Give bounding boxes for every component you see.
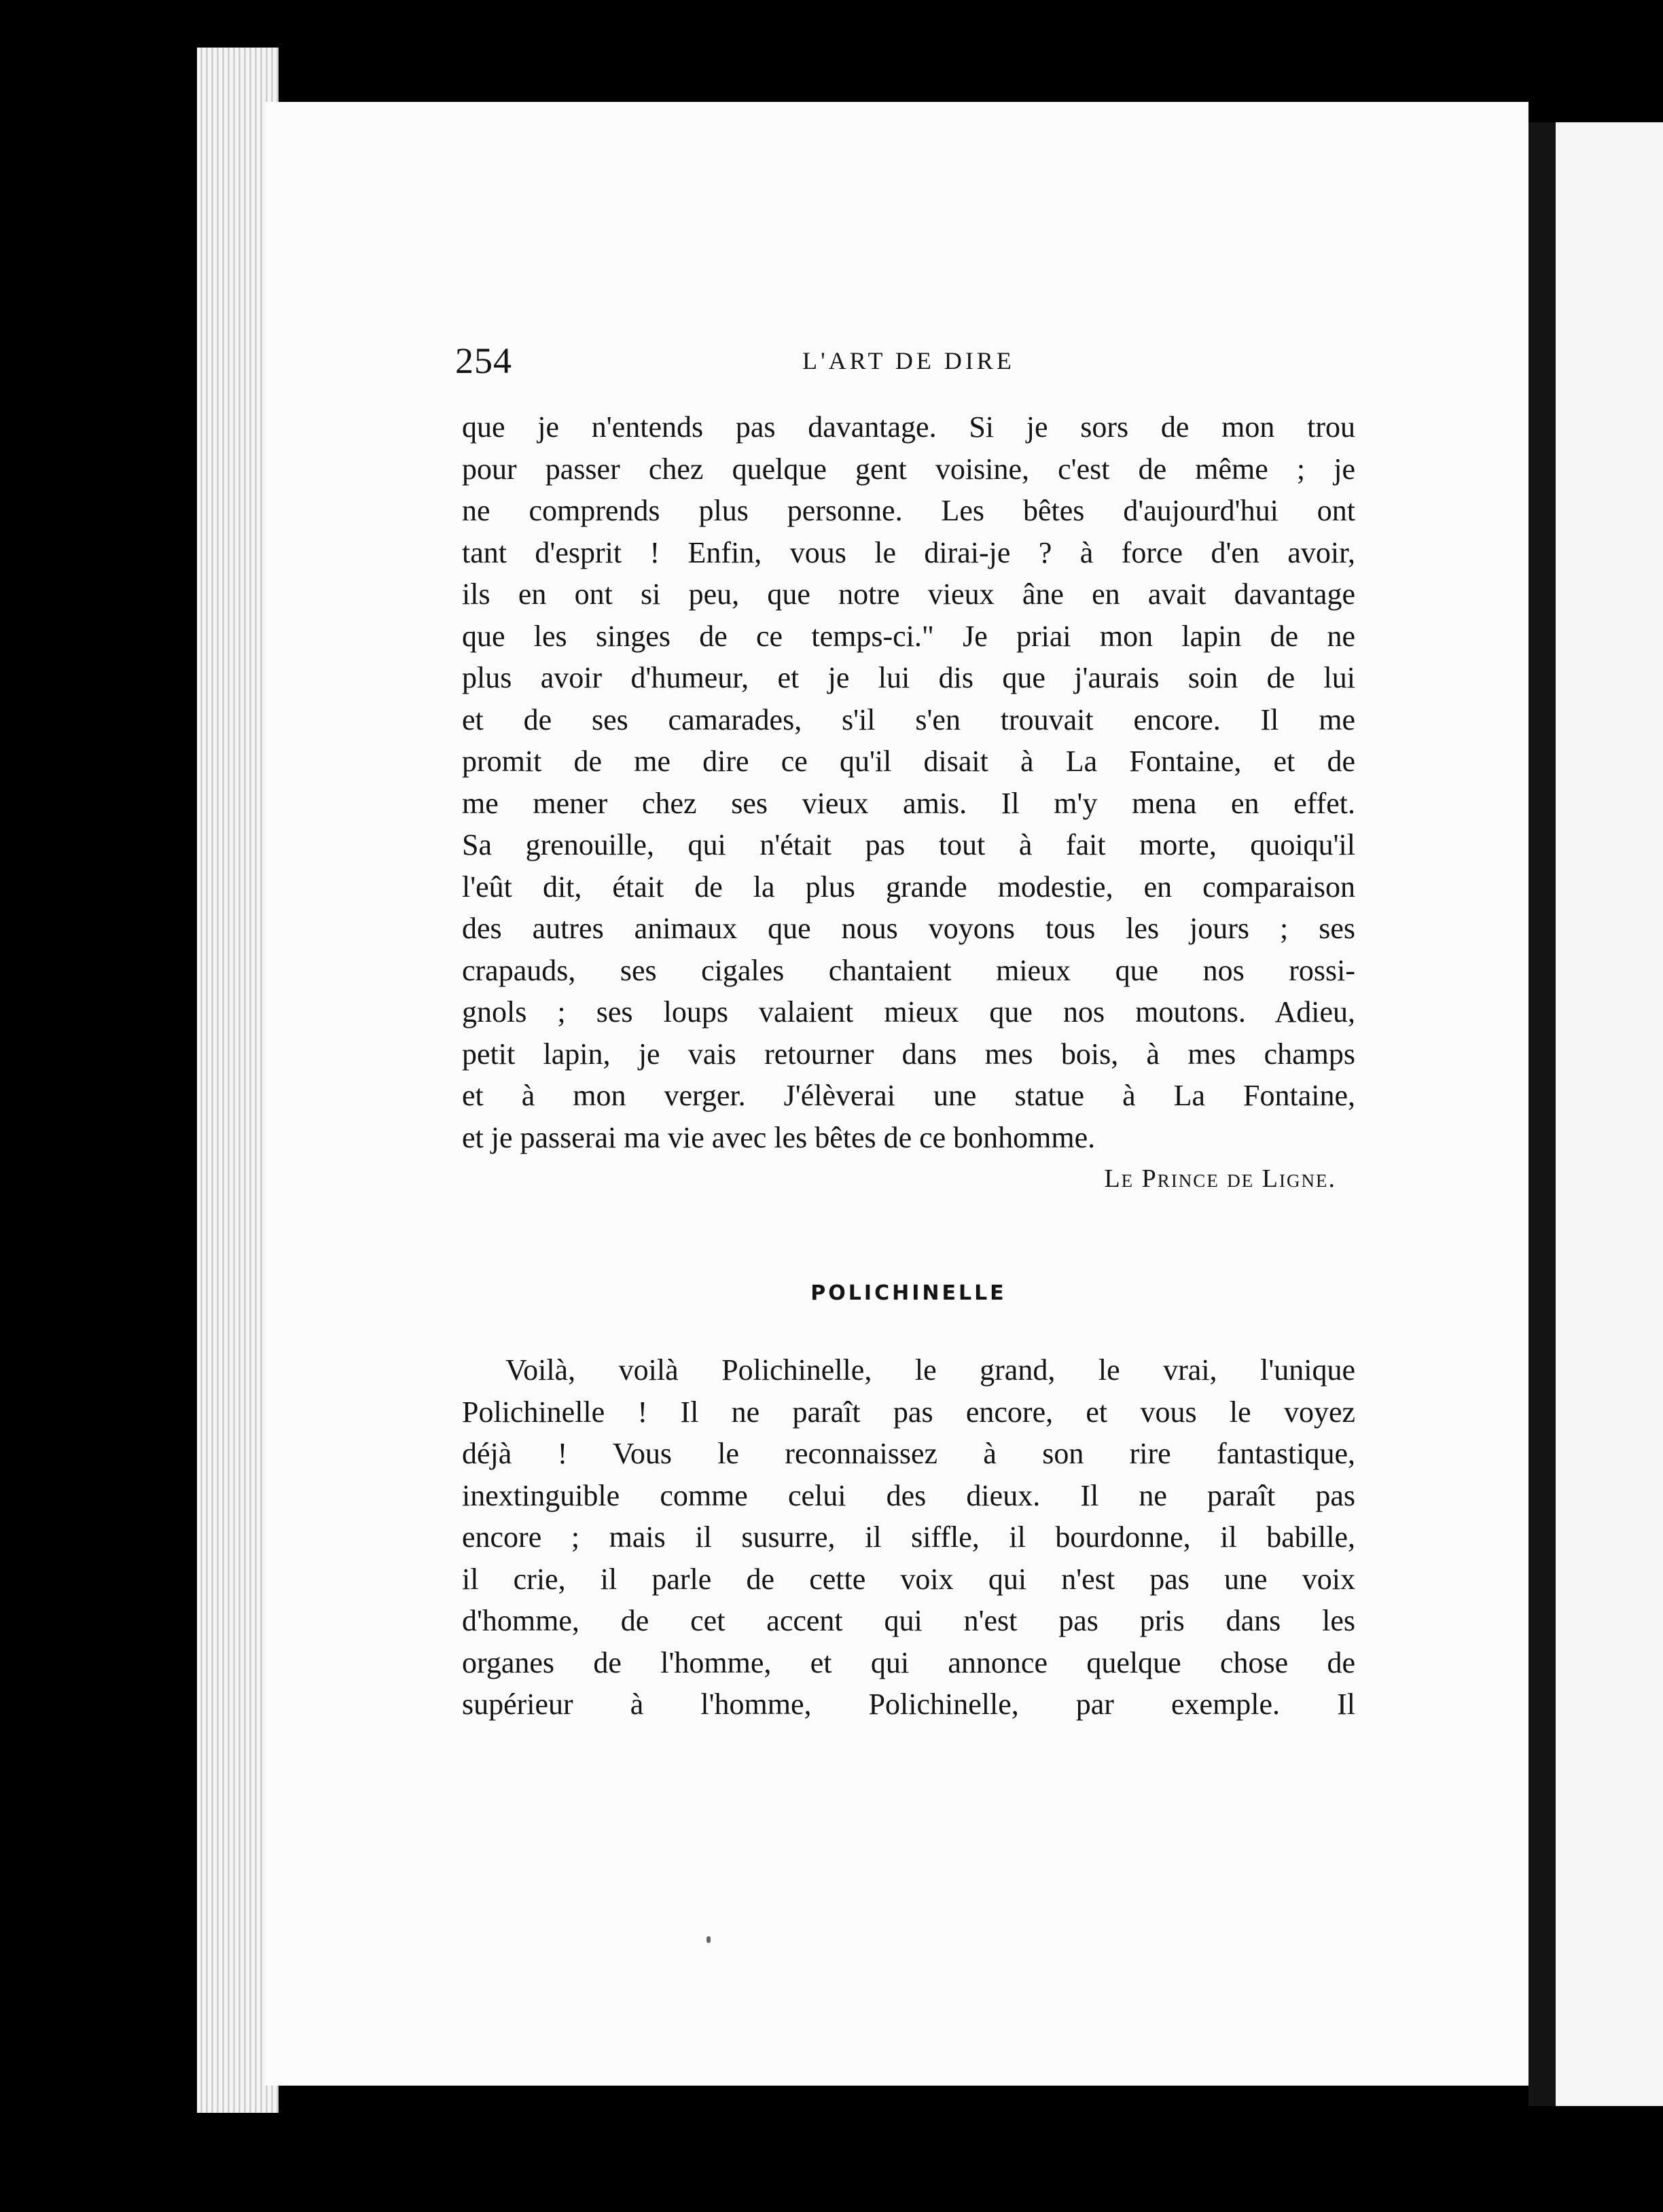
section-text — [462, 1349, 1355, 1726]
text-line: déjà ! Vous le reconnaissez à son rire fantastique, — [462, 1437, 1355, 1470]
passage-text — [462, 406, 1355, 1158]
text-line: ne comprends plus personne. Les bêtes d'aujourd'hui ont — [462, 494, 1355, 527]
text-line: tant d'esprit ! Enfin, vous le dirai-je ? à force d'en avoir, — [462, 535, 1355, 569]
text-line: et à mon verger. J'élèverai une statue à La Fontaine, — [462, 1079, 1355, 1112]
text-line: et je passerai ma vie avec les bêtes de ce bonhomme. — [462, 1120, 1096, 1154]
book-page — [265, 102, 1528, 2086]
page-number: 254 — [455, 340, 512, 381]
author-signature: Le Prince de Ligne. — [1104, 1164, 1336, 1193]
text-line: ils en ont si peu, que notre vieux âne en avait davantage — [462, 577, 1355, 611]
text-line: me mener chez ses vieux amis. Il m'y mena en effet. — [462, 786, 1355, 820]
ink-speck — [707, 1936, 711, 1943]
text-line: encore ; mais il susurre, il siffle, il bourdonne, il babille, — [462, 1520, 1355, 1554]
text-line: pour passer chez quelque gent voisine, c'est de même ; je — [462, 452, 1355, 486]
text-line: il crie, il parle de cette voix qui n'est pas une voix — [462, 1562, 1355, 1596]
text-line: que je n'entends pas davantage. Si je sors de mon trou — [462, 410, 1355, 444]
text-line: inextinguible comme celui des dieux. Il ne paraît pas — [462, 1478, 1355, 1512]
text-line: supérieur à l'homme, Polichinelle, par exemple. Il — [462, 1688, 1355, 1721]
page-text-block — [455, 340, 1355, 1726]
text-line: l'eût dit, était de la plus grande modestie, en comparaison — [462, 870, 1355, 904]
running-title: L'ART DE DIRE — [802, 347, 1015, 374]
text-line: des autres animaux que nous voyons tous les jours ; ses — [462, 912, 1355, 945]
text-line: Voilà, voilà Polichinelle, le grand, le vrai, l'unique — [505, 1353, 1355, 1387]
text-line: et de ses camarades, s'il s'en trouvait encore. Il me — [462, 702, 1355, 736]
text-line: crapauds, ses cigales chantaient mieux que nos rossi- — [462, 953, 1355, 987]
text-line: d'homme, de cet accent qui n'est pas pris dans les — [462, 1604, 1355, 1637]
facing-page — [1556, 122, 1663, 2106]
section-title: POLICHINELLE — [810, 1281, 1007, 1305]
text-line: plus avoir d'humeur, et je lui dis que j'aurais soin de lui — [462, 661, 1355, 694]
text-line: que les singes de ce temps-ci." Je priai mon lapin de ne — [462, 619, 1355, 653]
page-header — [455, 340, 1355, 387]
text-line: Polichinelle ! Il ne paraît pas encore, et vous le voyez — [462, 1395, 1355, 1429]
gutter-shadow — [1528, 122, 1556, 2106]
text-line: organes de l'homme, et qui annonce quelque chose de — [462, 1645, 1355, 1679]
text-line: petit lapin, je vais retourner dans mes bois, à mes champs — [462, 1037, 1355, 1071]
text-line: Sa grenouille, qui n'était pas tout à fait morte, quoiqu'il — [462, 828, 1355, 861]
text-line: promit de me dire ce qu'il disait à La Fontaine, et de — [462, 745, 1355, 778]
text-line: gnols ; ses loups valaient mieux que nos moutons. Adieu, — [462, 995, 1355, 1029]
